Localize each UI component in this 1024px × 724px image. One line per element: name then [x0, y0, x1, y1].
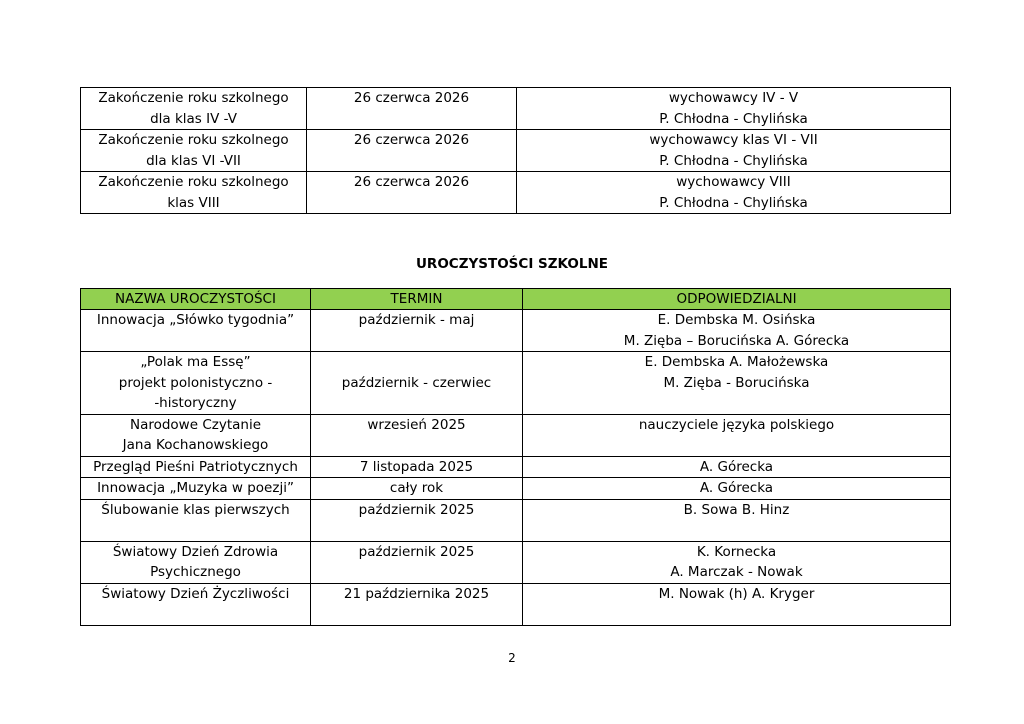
cell-date	[311, 310, 523, 352]
cell-name-line: Zakończenie roku szkolnego	[98, 174, 289, 190]
cell-name-line: projekt polonistyczno -	[118, 374, 273, 391]
section-title: UROCZYSTOŚCI SZKOLNE	[415, 256, 609, 272]
cell-name-line: klas VIII	[167, 194, 220, 211]
cell-date	[307, 172, 517, 214]
table-uroczystosci	[80, 288, 951, 626]
cell-date-line: 26 czerwca 2026	[353, 132, 470, 148]
cell-date-line: cały rok	[389, 480, 444, 496]
cell-name-line	[83, 520, 308, 541]
table-row	[81, 541, 951, 583]
table-row	[81, 352, 951, 415]
cell-date	[311, 478, 523, 500]
cell-name-line: Przegląd Pieśni Patriotycznych	[93, 458, 298, 475]
cell-date-line: 7 listopada 2025	[359, 458, 474, 475]
cell-responsible	[523, 583, 951, 625]
cell-responsible-line: A. Górecka	[699, 458, 774, 475]
cell-name	[81, 352, 311, 415]
cell-name-line: -historyczny	[154, 395, 237, 411]
cell-date	[311, 499, 523, 541]
cell-name	[81, 456, 311, 478]
cell-responsible	[517, 88, 951, 130]
cell-responsible-line: P. Chłodna - Chylińska	[659, 194, 808, 211]
page-number: 2	[508, 651, 516, 665]
cell-date	[311, 583, 523, 625]
cell-name	[81, 88, 307, 130]
cell-date-line: październik 2025	[358, 501, 475, 518]
cell-responsible	[523, 414, 951, 456]
cell-name-line: Psychicznego	[150, 564, 241, 580]
cell-name-line: dla klas VI -VII	[146, 152, 241, 169]
cell-name	[81, 499, 311, 541]
cell-date-line: październik - czerwiec	[341, 374, 492, 391]
cell-date	[311, 541, 523, 583]
cell-responsible	[517, 172, 951, 214]
cell-responsible-line: P. Chłodna - Chylińska	[659, 152, 808, 169]
cell-name	[81, 478, 311, 500]
cell-name	[81, 130, 307, 172]
cell-date-line: październik - maj	[358, 312, 475, 328]
table-zakonczenie-roku	[80, 87, 951, 214]
header-responsible: ODPOWIEDZIALNI	[523, 289, 951, 310]
table-row	[81, 310, 951, 352]
cell-responsible-line: nauczyciele języka polskiego	[638, 416, 835, 433]
cell-date	[307, 88, 517, 130]
cell-name	[81, 414, 311, 456]
table-header-row	[81, 289, 951, 310]
cell-responsible	[523, 456, 951, 478]
cell-date-line: październik 2025	[358, 543, 475, 560]
cell-name-line: Narodowe Czytanie	[129, 416, 262, 433]
cell-name	[81, 541, 311, 583]
cell-date-line: 26 czerwca 2026	[353, 90, 470, 106]
cell-name	[81, 583, 311, 625]
cell-responsible	[523, 541, 951, 583]
cell-responsible-line: wychowawcy VIII	[676, 174, 791, 190]
table-row	[81, 456, 951, 478]
header-date: TERMIN	[311, 289, 523, 310]
cell-responsible-line: M. Nowak (h) A. Kryger	[658, 585, 815, 602]
cell-date-line: wrzesień 2025	[367, 416, 466, 433]
cell-name	[81, 310, 311, 352]
cell-name-line: Światowy Dzień Zdrowia	[112, 543, 279, 560]
cell-responsible-line: A. Marczak - Nowak	[670, 564, 803, 580]
cell-name-line: Innowacja „Muzyka w poezji”	[97, 480, 294, 496]
header-name: NAZWA UROCZYSTOŚCI	[81, 289, 311, 310]
cell-responsible	[523, 310, 951, 352]
cell-responsible-line: A. Górecka	[699, 480, 774, 496]
cell-name-line: dla klas IV -V	[150, 110, 237, 127]
cell-responsible-line: B. Sowa B. Hinz	[683, 501, 790, 518]
cell-date	[311, 352, 523, 415]
cell-name-line: Zakończenie roku szkolnego	[98, 90, 289, 106]
cell-responsible-line: wychowawcy IV - V	[668, 90, 799, 106]
table-row	[81, 583, 951, 625]
cell-responsible-line: E. Dembska M. Osińska	[657, 312, 816, 328]
cell-name-line	[83, 604, 308, 625]
cell-responsible	[523, 499, 951, 541]
cell-name-line: Ślubowanie klas pierwszych	[101, 501, 290, 518]
cell-name	[81, 172, 307, 214]
table-row	[81, 478, 951, 500]
cell-name-line: Jana Kochanowskiego	[122, 437, 269, 453]
cell-date	[311, 414, 523, 456]
cell-name-line: „Polak ma Essę”	[140, 354, 251, 370]
cell-responsible	[523, 478, 951, 500]
cell-date-line	[313, 352, 520, 373]
cell-date	[307, 130, 517, 172]
cell-name-line: Światowy Dzień Życzliwości	[101, 585, 290, 602]
cell-responsible-line: K. Kornecka	[696, 543, 777, 560]
cell-responsible-line: E. Dembska A. Małożewska	[644, 354, 829, 370]
cell-name-line: Zakończenie roku szkolnego	[98, 132, 289, 148]
table-row	[81, 499, 951, 541]
table-row	[81, 414, 951, 456]
cell-responsible-line: wychowawcy klas VI - VII	[649, 132, 818, 148]
cell-date-line: 21 października 2025	[343, 585, 490, 602]
cell-date	[311, 456, 523, 478]
table-row	[81, 130, 951, 172]
cell-date-line: 26 czerwca 2026	[353, 174, 470, 190]
cell-responsible-line: M. Zięba – Borucińska A. Górecka	[623, 332, 850, 349]
cell-responsible	[517, 130, 951, 172]
table-row	[81, 88, 951, 130]
cell-responsible-line: P. Chłodna - Chylińska	[659, 110, 808, 127]
table-row	[81, 172, 951, 214]
cell-responsible	[523, 352, 951, 415]
cell-name-line: Innowacja „Słówko tygodnia”	[96, 312, 295, 328]
cell-responsible-line: M. Zięba - Borucińska	[663, 374, 810, 391]
